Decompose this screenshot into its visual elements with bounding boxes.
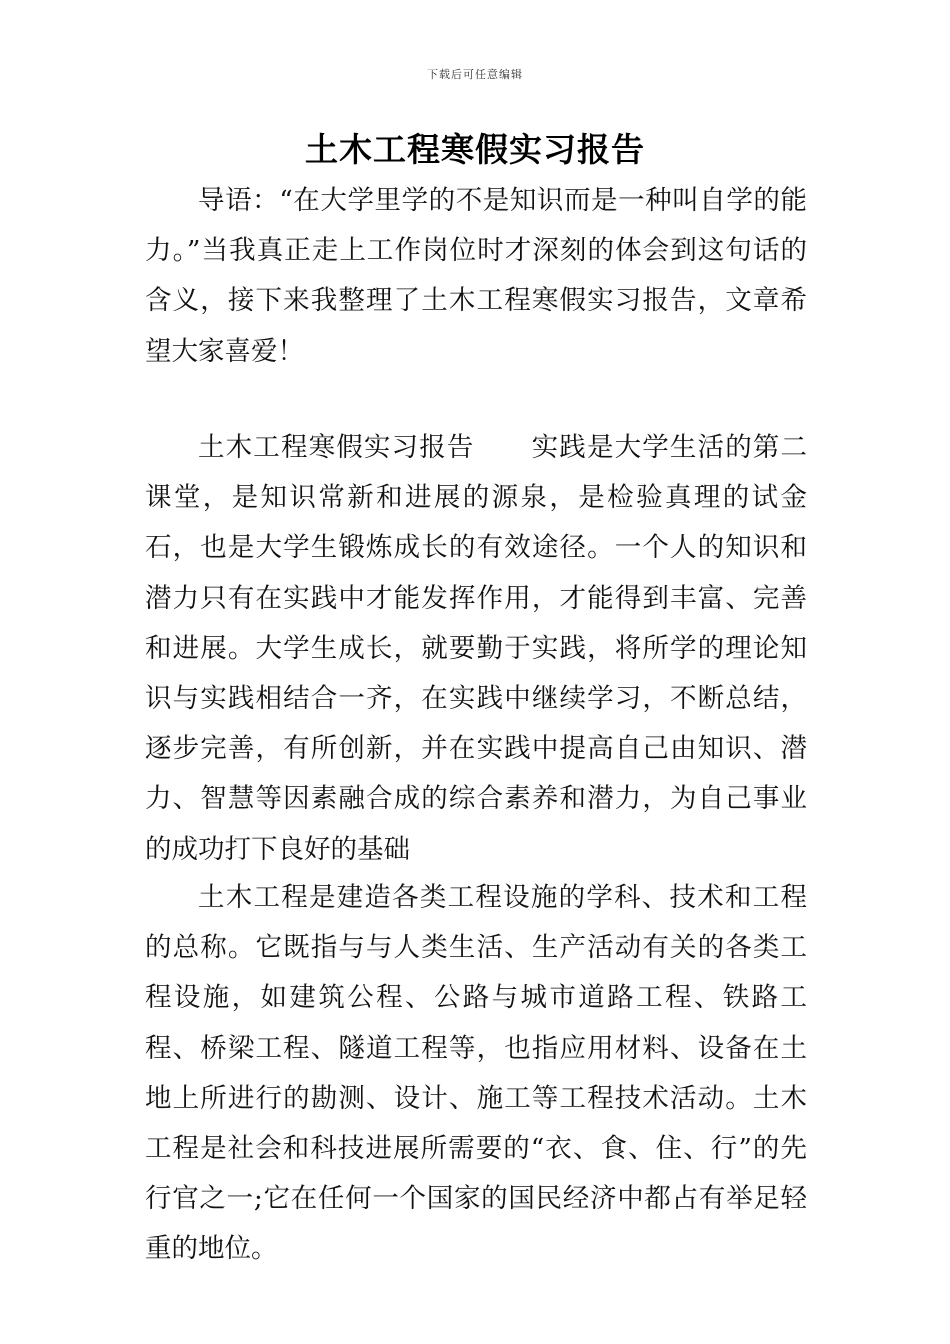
body-paragraph-practice <box>145 423 807 875</box>
section-heading: 土木工程寒假实习报告 <box>198 432 475 463</box>
document-title: 土木工程寒假实习报告 <box>305 130 645 169</box>
header-note: 下载后可任意编辑 <box>427 68 523 81</box>
intro-paragraph: 导语：“在大学里学的不是知识而是一种叫自学的能力。”当我真正走上工作岗位时才深刻的体会到这句话的含义，接下来我整理了土木工程寒假实习报告，文章希望大家喜爱！ <box>145 185 807 367</box>
paragraph-practice-text: 实践是大学生活的第二课堂，是知识常新和进展的源泉，是检验真理的试金石，也是大学生锻炼成长的有效途径。一个人的知识和潜力只有在实践中才能发挥作用，才能得到丰富、完善和进展。大学生成长，就要勤于实践，将所学的理论知识与实践相结合一齐，在实践中继续学习，不断总结，逐步完善，有所创新，并在实践中提高自己由知识、潜力、智慧等因素融合成的综合素养和潜力，为自己事业的成功打下良好的基础 <box>145 432 807 865</box>
body-paragraph-civil-engineering: 土木工程是建造各类工程设施的学科、技术和工程的总称。它既指与与人类生活、生产活动有关的各类工程设施，如建筑公程、公路与城市道路工程、铁路工程、桥梁工程、隧道工程等，也指应用材料、设备在土地上所进行的勘测、设计、施工等工程技术活动。土木工程是社会和科技进展所需要的“衣、食、住、行”的先行官之一;它在任何一个国家的国民经济中都占有举足轻重的地位。 <box>145 882 807 1265</box>
